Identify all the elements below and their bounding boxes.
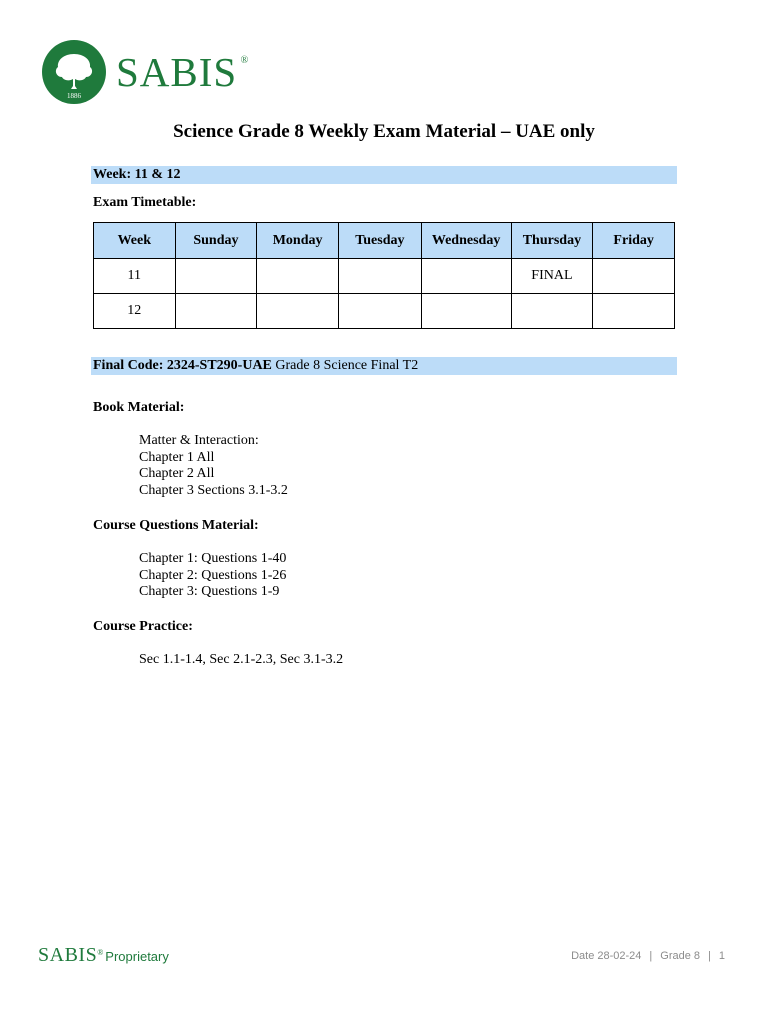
list-item: Chapter 1 All [139, 449, 215, 465]
list-item: Matter & Interaction: [139, 433, 259, 448]
logo-year: 1886 [67, 92, 81, 100]
footer-grade: Grade 8 [660, 950, 701, 962]
list-item: Chapter 2 All [139, 466, 215, 482]
header-monday: Monday [257, 223, 339, 259]
final-code-band [91, 357, 677, 375]
footer-separator: | [708, 950, 711, 962]
table-cell [338, 259, 421, 294]
final-code-label: Final Code: 2324-ST290-UAE [93, 358, 272, 373]
footer-registered-mark: ® [97, 948, 104, 957]
list-item: Sec 1.1-1.4, Sec 2.1-2.3, Sec 3.1-3.2 [139, 652, 344, 667]
course-practice-list [139, 652, 343, 669]
table-row [94, 294, 675, 329]
table-cell [175, 259, 257, 294]
table-cell [421, 294, 511, 329]
footer-info [571, 950, 725, 962]
header-week: Week [94, 223, 176, 259]
final-code-text: Grade 8 Science Final T2 [271, 358, 419, 373]
header-wednesday: Wednesday [421, 223, 511, 259]
list-item: Chapter 3 Sections 3.1-3.2 [139, 483, 288, 499]
footer-brand: SABIS [38, 944, 98, 966]
table-cell [421, 259, 511, 294]
footer-separator: | [649, 950, 653, 962]
exam-timetable-label: Exam Timetable: [93, 195, 197, 210]
list-item: Chapter 3: Questions 1-9 [139, 584, 280, 600]
logo-wordmark [116, 48, 250, 95]
sabis-logo [42, 40, 250, 104]
header-thursday: Thursday [511, 223, 593, 259]
table-row [94, 259, 675, 294]
table-cell [593, 294, 675, 329]
page-title: Science Grade 8 Weekly Exam Material – UAE only [173, 121, 595, 142]
table-cell [338, 294, 421, 329]
table-cell [511, 294, 593, 329]
exam-timetable [93, 222, 675, 329]
book-material-list [139, 433, 288, 500]
header-sunday: Sunday [175, 223, 257, 259]
table-cell: FINAL [511, 259, 593, 294]
week-label: Week: 11 & 12 [93, 167, 181, 182]
timetable-header-row [94, 223, 675, 259]
table-cell: 12 [94, 294, 176, 329]
week-band [91, 166, 677, 184]
footer-logo [38, 944, 169, 967]
header-tuesday: Tuesday [338, 223, 421, 259]
table-cell: 11 [94, 259, 176, 294]
table-cell [257, 259, 339, 294]
list-item: Chapter 1: Questions 1-40 [139, 551, 287, 566]
course-questions-label: Course Questions Material: [93, 518, 259, 533]
table-cell [257, 294, 339, 329]
list-item: Chapter 2: Questions 1-26 [139, 567, 287, 583]
logo-text: SABIS [116, 48, 238, 95]
header-friday: Friday [593, 223, 675, 259]
course-practice-label: Course Practice: [93, 619, 193, 634]
logo-registered-mark: ® [240, 54, 250, 66]
table-cell [593, 259, 675, 294]
page-number: 1 [718, 950, 725, 962]
footer-proprietary: Proprietary [105, 949, 169, 964]
footer-date: Date 28-02-24 [571, 950, 642, 962]
table-cell [175, 294, 257, 329]
course-questions-list [139, 551, 286, 601]
tree-emblem-icon [42, 40, 106, 104]
book-material-label: Book Material: [93, 400, 185, 415]
